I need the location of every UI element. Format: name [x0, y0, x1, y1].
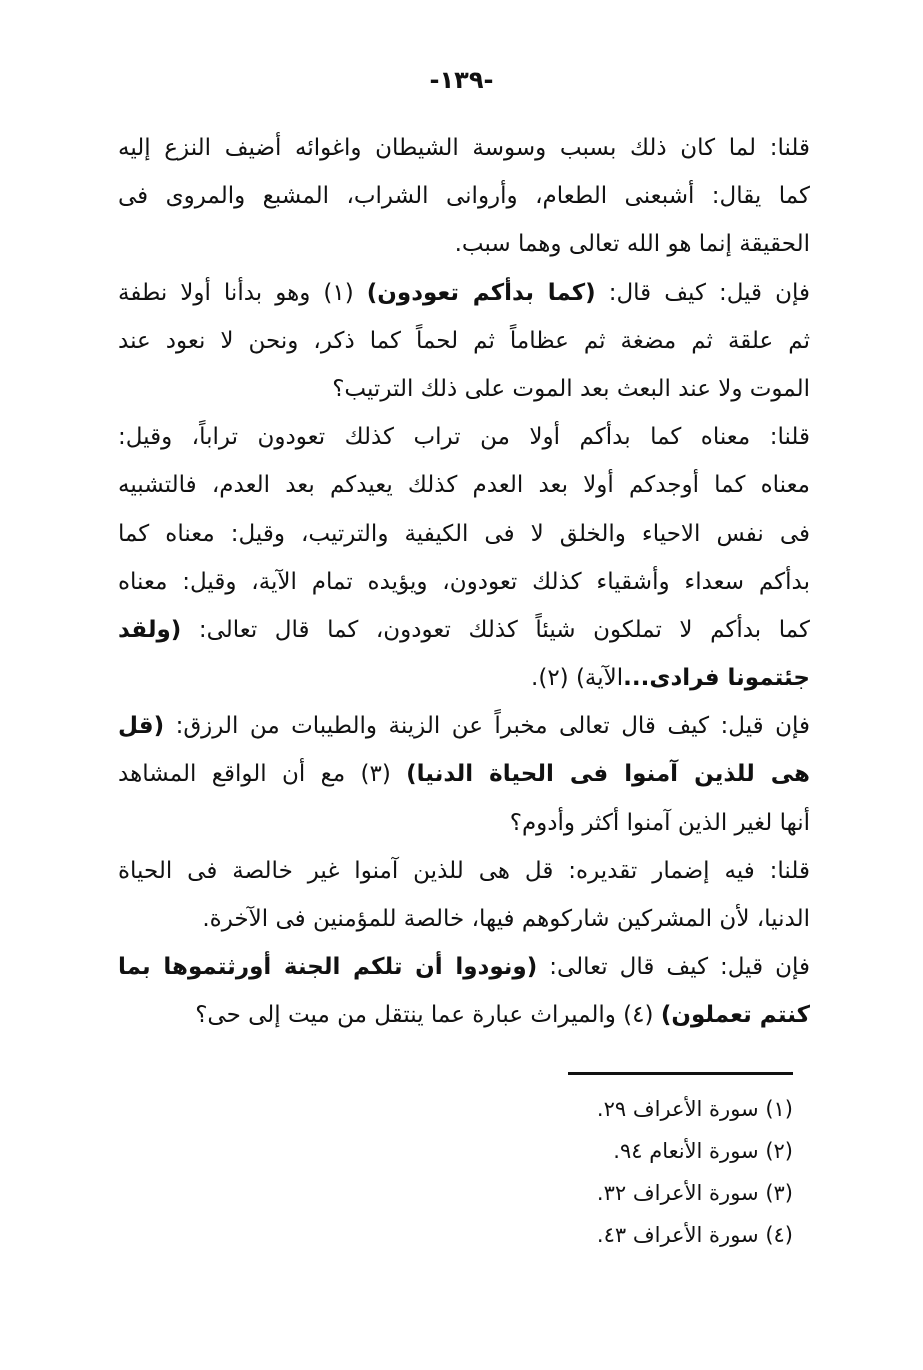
line-text: الموت ولا عند البعث بعد الموت على ذلك الترتيب؟ [332, 375, 810, 402]
text-line [118, 943, 810, 991]
text-line [118, 750, 810, 798]
line-text: قلنا: معناه كما بدأكم أولا من تراب كذلك تعودون تراباً، وقيل: [118, 424, 810, 451]
line-text-after: (٣) مع أن الواقع المشاهد [118, 761, 407, 788]
text-line [118, 269, 810, 317]
quran-quote: جئتمونا فرادى... [623, 665, 810, 692]
line-text-after: (٤) والميراث عبارة عما ينتقل من ميت إلى حى؟ [195, 1002, 661, 1029]
body-text [118, 124, 810, 1040]
text-line [118, 461, 810, 509]
text-line [118, 413, 810, 461]
footnote-divider [568, 1072, 793, 1075]
text-line [118, 799, 810, 847]
text-line [118, 702, 810, 750]
line-text-after: الآية) (٢). [531, 665, 624, 692]
quran-quote: (ولقد [118, 616, 182, 643]
page-number: -١٣٩- [429, 66, 494, 94]
quran-quote: هى للذين آمنوا فى الحياة الدنيا) [406, 761, 810, 788]
text-line [118, 172, 810, 220]
quran-quote: كنتم تعملون) [660, 1002, 810, 1029]
text-line [118, 220, 810, 268]
footnote-item: (١) سورة الأعراف ٢٩. [596, 1097, 793, 1121]
text-line [118, 317, 810, 365]
line-text: ثم علقة ثم مضغة ثم عظاماً ثم لحماً كما ذكر، ونحن لا نعود عند [118, 327, 810, 354]
line-text: كما بدأكم لا تملكون شيئاً كذلك تعودون، كما قال تعالى: [181, 616, 810, 643]
line-text: كما يقال: أشبعنى الطعام، وأروانى الشراب، المشبع والمروى فى [118, 183, 810, 210]
line-text: الدنيا، لأن المشركين شاركوهم فيها، خالصة للمؤمنين فى الآخرة. [202, 906, 810, 932]
text-line [118, 991, 810, 1039]
line-text: فإن قيل: كيف قال تعالى مخبراً عن الزينة والطيبات من الرزق: [164, 713, 810, 740]
text-line [118, 510, 810, 558]
quran-quote: (ونودوا أن تلكم الجنة أورثتموها بما [118, 954, 538, 981]
text-line [118, 847, 810, 895]
quran-quote: (كما بدأكم تعودون) [366, 279, 596, 306]
text-line [118, 654, 810, 702]
footnote-item: (٢) سورة الأنعام ٩٤. [613, 1139, 793, 1163]
text-line [118, 365, 810, 413]
text-line [118, 124, 810, 172]
text-line [118, 895, 810, 943]
line-text: الحقيقة إنما هو الله تعالى وهما سبب. [454, 231, 810, 258]
footnote-item: (٤) سورة الأعراف ٤٣. [596, 1223, 793, 1247]
line-text: قلنا: لما كان ذلك بسبب وسوسة الشيطان واغوائه أضيف النزع إليه [118, 135, 810, 161]
line-text: بدأكم سعداء وأشقياء كذلك تعودون، ويؤيده تمام الآية، وقيل: معناه [118, 568, 810, 595]
footnote-item: (٣) سورة الأعراف ٣٢. [596, 1181, 793, 1205]
line-text: فإن قيل: كيف قال: [595, 279, 810, 306]
text-line [118, 558, 810, 606]
line-text-after: (١) وهو بدأنا أولا نطفة [118, 279, 367, 306]
line-text: فإن قيل: كيف قال تعالى: [537, 954, 810, 981]
line-text: معناه كما أوجدكم أولا بعد العدم كذلك يعيدكم بعد العدم، فالتشبيه [118, 472, 810, 499]
line-text: قلنا: فيه إضمار تقديره: قل هى للذين آمنوا غير خالصة فى الحياة [118, 857, 810, 884]
line-text: فى نفس الاحياء والخلق لا فى الكيفية والترتيب، وقيل: معناه كما [118, 520, 810, 547]
footnotes [393, 1088, 793, 1256]
quran-quote: (قل [118, 713, 165, 740]
line-text: أنها لغير الذين آمنوا أكثر وأدوم؟ [509, 809, 810, 836]
text-line [118, 606, 810, 654]
